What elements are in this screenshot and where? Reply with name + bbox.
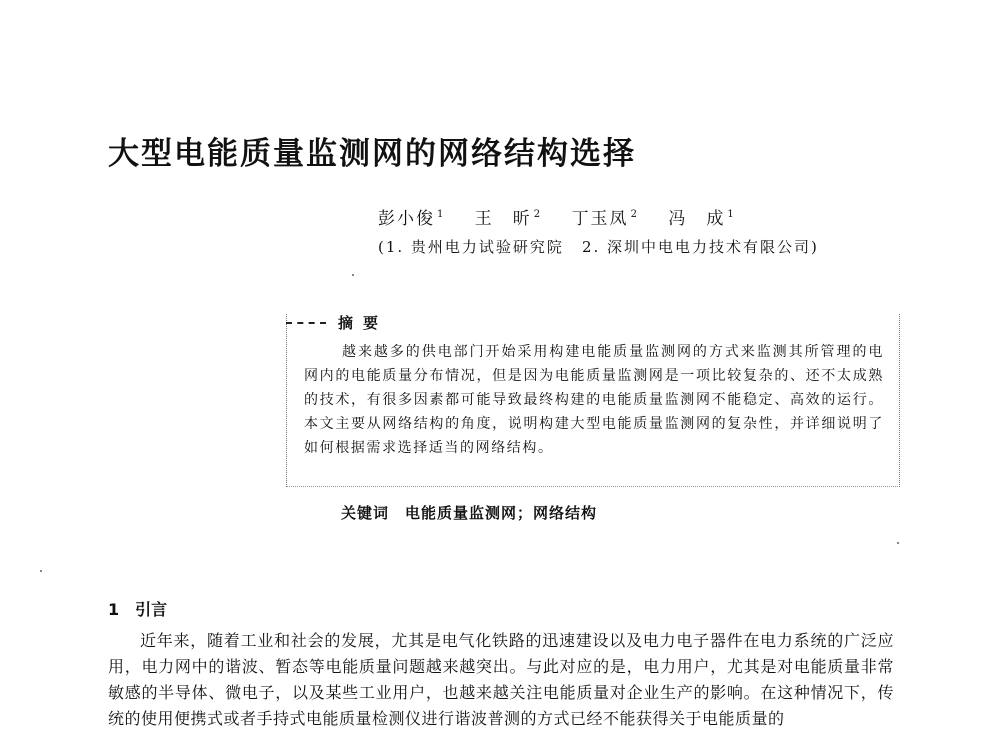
- keywords-line: [341, 502, 597, 523]
- abstract-rule-divider: [286, 322, 326, 324]
- author: [668, 204, 735, 229]
- author-affiliation-mark: 1: [727, 209, 736, 220]
- author-affiliation-mark: 2: [533, 209, 543, 220]
- author-name: 彭小俊: [378, 209, 435, 229]
- author-name: 冯 成: [668, 209, 726, 229]
- section-title: 引言: [135, 600, 168, 619]
- section-heading: [108, 597, 167, 620]
- section-number: 1: [108, 600, 120, 619]
- affiliations: [378, 236, 819, 257]
- author-affiliation-mark: 2: [630, 209, 639, 220]
- keywords-value: 电能质量监测网；网络结构: [405, 504, 598, 522]
- scan-speck: [40, 570, 42, 572]
- section-body-text: 近年来，随着工业和社会的发展，尤其是电气化铁路的迅速建设以及电力电子器件在电力系统的广泛应用，电力网中的谐波、暂态等电能质量问题越来越突出。与此对应的是，电力用户，尤其是对电能质量非常敏感的半导体、微电子，以及某些工业用户，也越来越关注电能质量对企业生产的影响。在这种情况下，传统的使用便携式或者手持式电能质量检测仪进行谐波普测的方式已经不能获得关于电能质量的: [108, 631, 894, 728]
- scan-speck: [352, 274, 354, 276]
- author-name: 丁玉凤: [571, 209, 629, 229]
- author: [475, 204, 542, 229]
- abstract-text: 越来越多的供电部门开始采用构建电能质量监测网的方式来监测其所管理的电网内的电能质量分布情况，但是因为电能质量监测网是一项比较复杂的、还不太成熟的技术，有很多因素都可能导致最终构建的电能质量监测网不能稳定、高效的运行。本文主要从网络结构的角度，说明构建大型电能质量监测网的复杂性，并详细说明了如何根据需求选择适当的网络结构。: [304, 344, 884, 456]
- scan-speck: [897, 542, 899, 544]
- author-affiliation-mark: 1: [437, 209, 446, 220]
- author: [378, 204, 445, 229]
- affiliation-1: (1. 贵州电力试验研究院: [378, 238, 564, 256]
- keywords-label: 关键词: [341, 504, 390, 522]
- author-name: 王 昕: [474, 209, 532, 229]
- author: [572, 204, 639, 229]
- affiliation-2: 2. 深圳中电电力技术有限公司): [581, 238, 819, 256]
- abstract-heading: 摘要: [338, 314, 389, 332]
- author-list: [378, 204, 758, 229]
- paper-title: 大型电能质量监测网的网络结构选择: [108, 136, 636, 172]
